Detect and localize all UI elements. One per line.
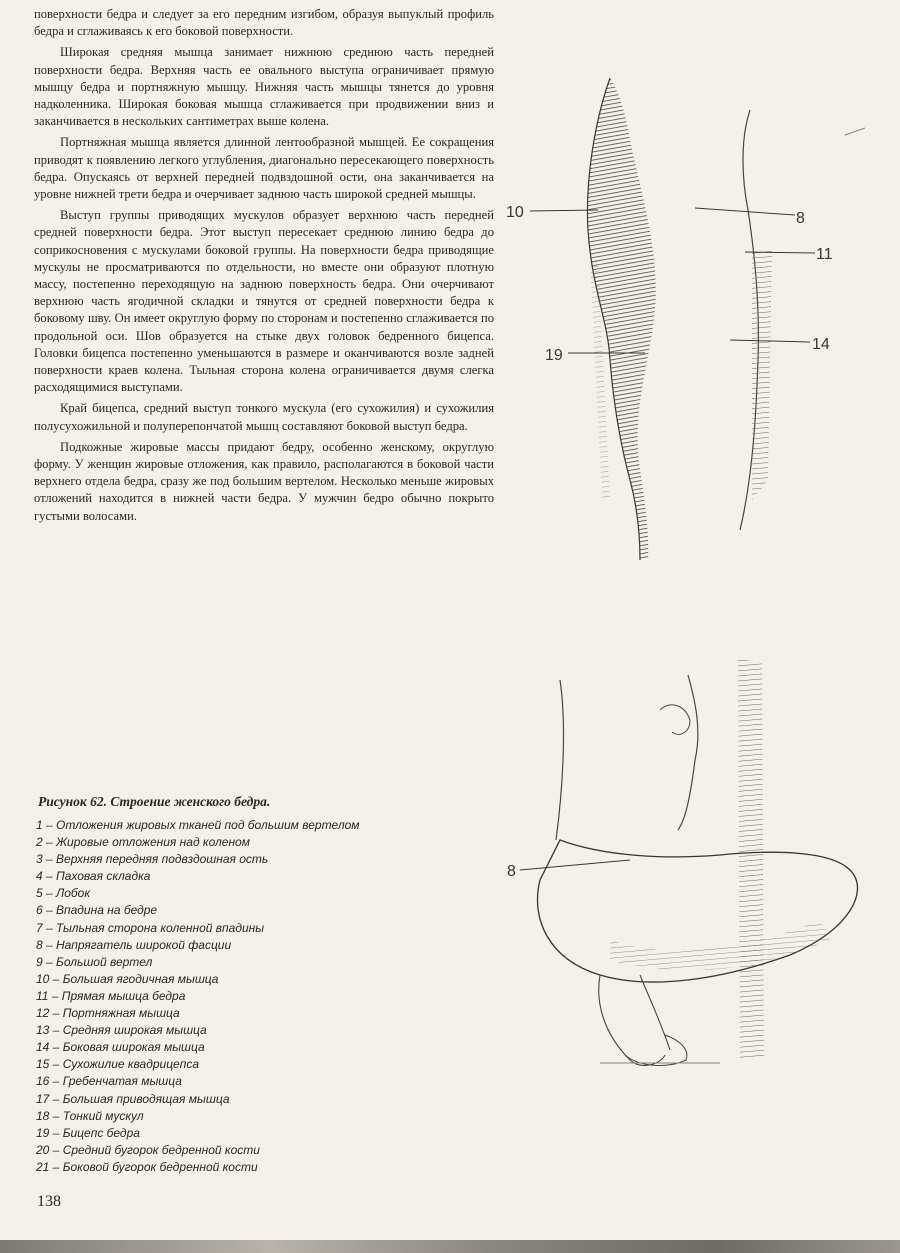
hand-outline [660, 705, 690, 735]
callout-14: 14 [812, 336, 830, 353]
figure-legend [36, 817, 360, 1176]
leg-shading [610, 920, 830, 970]
legend-item: 15 – Сухожилие квадрицепса [36, 1057, 200, 1072]
legend-item: 8 – Напрягатель широкой фасции [36, 937, 232, 952]
lower-leg-outline [599, 975, 670, 1065]
callout-10: 10 [506, 204, 524, 221]
foot-outline [625, 1035, 687, 1065]
torso-outline [556, 675, 698, 840]
legend-item: 12 – Портняжная мышца [36, 1006, 180, 1021]
tick-mark [845, 128, 865, 135]
body-text [34, 6, 494, 529]
legend-item: 17 – Большая приводящая мышца [36, 1091, 230, 1106]
thigh-anatomy-drawing [490, 60, 900, 1090]
legend-item: 3 – Верхняя передняя подвздошная ость [36, 852, 269, 867]
legend-item: 11 – Прямая мышца бедра [36, 988, 186, 1003]
legend-item: 2 – Жировые отложения над коленом [36, 835, 250, 850]
legend-item: 18 – Тонкий мускул [36, 1108, 144, 1123]
leg-profile-shading [752, 250, 772, 500]
legend-item: 14 – Боковая широкая мышца [36, 1040, 205, 1055]
paragraph: поверхности бедра и следует за его передним изгибом, образуя выпуклый профиль бедра и сглаживаясь к его боковой поверхности. [34, 7, 494, 39]
callout-8-bottom: 8 [507, 863, 516, 880]
legend-item: 10 – Большая ягодичная мышца [36, 971, 219, 986]
callout-19: 19 [545, 347, 563, 364]
page-number: 138 [37, 1193, 61, 1210]
background-shading [738, 660, 764, 1060]
legend-item: 6 – Впадина на бедре [36, 903, 158, 918]
legend-item: 16 – Гребенчатая мышца [36, 1074, 182, 1089]
legend-item: 1 – Отложения жировых тканей под большим вертелом [36, 818, 360, 832]
leader-line-8-bottom [520, 860, 630, 870]
legend-item: 20 – Средний бугорок бедренной кости [36, 1142, 260, 1157]
legend-item: 19 – Бицепс бедра [36, 1125, 140, 1140]
legend-item: 4 – Паховая складка [36, 869, 151, 884]
paragraph: Широкая средняя мышца занимает нижнюю среднюю часть передней поверхности бедра. Верхняя часть ее овального выступа ограничивает прямую мышцу бедра и портняжную мышцу. Нижняя часть мышцы тянется до уровня надколенника. Широкая боковая мышца сглаживается при продвижении вниз и заканчивается в нескольких сантиметрах выше колена. [34, 45, 494, 129]
legend-item: 21 – Боковой бугорок бедренной кости [36, 1159, 258, 1174]
figure-caption: Рисунок 62. Строение женского бедра. [38, 794, 271, 809]
legend-item: 7 – Тыльная сторона коленной впадины [36, 920, 265, 935]
legend-item: 13 – Средняя широкая мышца [36, 1023, 207, 1038]
callout-8-top: 8 [796, 210, 805, 227]
scan-edge [0, 1240, 900, 1253]
paragraph: Подкожные жировые массы придают бедру, особенно женскому, округлую форму. У женщин жировые отложения, как правило, располагаются в боковой части верхнего отдела бедра, сразу же под большим вертелом. Несколько меньше жировых отложений находится в нижней части бедра. У мужчин бедро обычно покрыто густыми волосами. [34, 439, 494, 523]
callout-11: 11 [816, 246, 833, 263]
paragraph: Край бицепса, средний выступ тонкого мускула (его сухожилия) и сухожилия полусухожильной и полуперепончатой мышц составляют боковой выступ бедра. [34, 401, 494, 433]
leader-line-8-top [695, 208, 795, 215]
legend-item: 9 – Большой вертел [36, 954, 153, 969]
paragraph: Портняжная мышца является длинной лентообразной мышцей. Ее сокращения приводят к появлению легкого углубления, диагонально пересекающего поверхность бедра. Опускаясь от верхней передней подвздошной ости, она заканчивается на уровне нижней трети бедра и очерчивает заднюю часть широкой средней мышцы. [34, 135, 494, 202]
paragraph: Выступ группы приводящих мускулов образует верхнюю часть передней средней поверхности бедра. Этот выступ пересекает среднюю линию бедра до соприкосновения с мускулами боковой группы. На поверхности бедра приводящие мускулы не просматриваются по отдельности, но вместе они образуют плотную массу, постепенно переходящую на заднюю поверхность бедра. Они очерчивают верхнюю часть ягодичной складки и тянутся от средней поверхности бедра к боковому шву. Он имеет округлую форму по сторонам и постепенно сглаживается по продольной оси. Шов образуется на стыке двух головок бедренного бицепса. Головки бицепса постепенно уменьшаются в размере и оканчиваются возле задней поверхности краев колена. Тыльная сторона колена ограничивается двумя слегка расходящимися выступами. [34, 208, 494, 395]
legend-item: 5 – Лобок [36, 886, 91, 901]
